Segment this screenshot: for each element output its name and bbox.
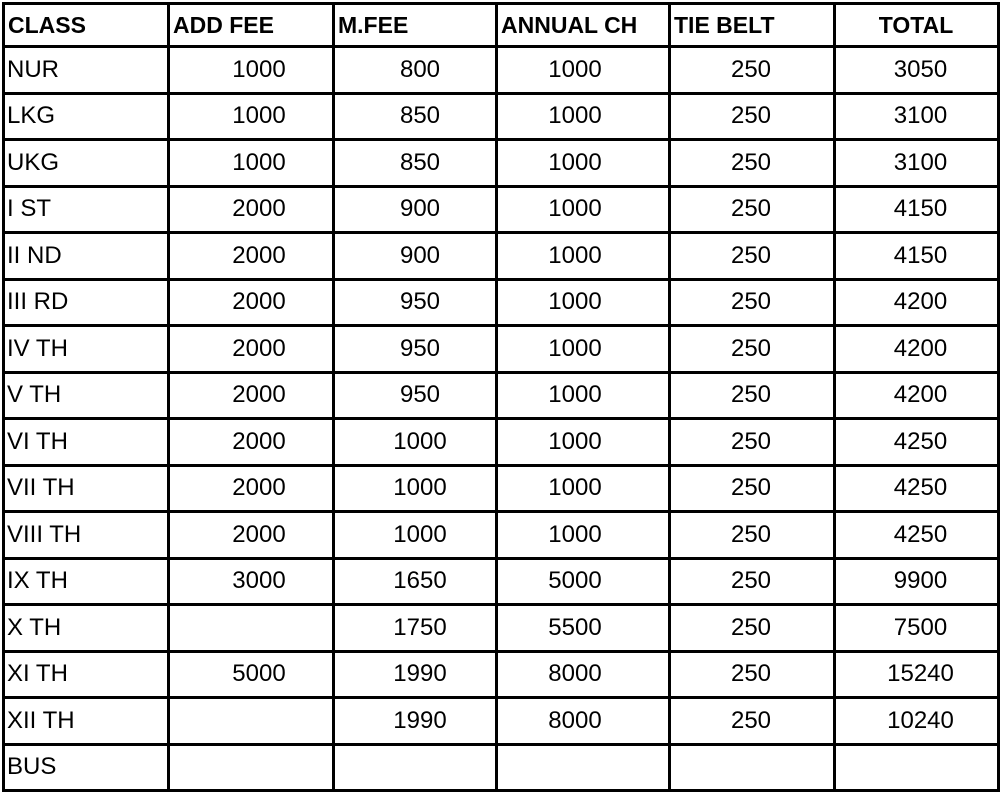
cell-class: XII TH: [4, 698, 169, 745]
cell-tie-belt: 250: [670, 326, 835, 373]
cell-m-fee: 950: [334, 279, 497, 326]
cell-m-fee: 1650: [334, 558, 497, 605]
cell-annual-ch: 8000: [497, 698, 670, 745]
cell-tie-belt: 250: [670, 419, 835, 466]
cell-annual-ch: [497, 744, 670, 791]
cell-m-fee: 850: [334, 140, 497, 187]
cell-annual-ch: 5000: [497, 558, 670, 605]
cell-total: 4250: [835, 419, 999, 466]
cell-annual-ch: 1000: [497, 372, 670, 419]
table-row: [4, 558, 999, 605]
cell-tie-belt: 250: [670, 512, 835, 559]
cell-annual-ch: 1000: [497, 140, 670, 187]
cell-annual-ch: 1000: [497, 465, 670, 512]
cell-tie-belt: 250: [670, 233, 835, 280]
cell-tie-belt: 250: [670, 93, 835, 140]
cell-m-fee: 1750: [334, 605, 497, 652]
cell-add-fee: 2000: [169, 326, 334, 373]
cell-total: 4200: [835, 372, 999, 419]
cell-m-fee: 1000: [334, 512, 497, 559]
cell-annual-ch: 1000: [497, 279, 670, 326]
cell-add-fee: 2000: [169, 512, 334, 559]
cell-class: NUR: [4, 47, 169, 94]
table-row: [4, 140, 999, 187]
cell-class: I ST: [4, 186, 169, 233]
fee-table: [2, 2, 1000, 792]
cell-m-fee: 800: [334, 47, 497, 94]
cell-annual-ch: 5500: [497, 605, 670, 652]
cell-add-fee: 1000: [169, 47, 334, 94]
cell-class: VII TH: [4, 465, 169, 512]
cell-tie-belt: 250: [670, 372, 835, 419]
cell-m-fee: 900: [334, 233, 497, 280]
cell-add-fee: 5000: [169, 651, 334, 698]
cell-class: IV TH: [4, 326, 169, 373]
cell-total: [835, 744, 999, 791]
table-header-row: [4, 4, 999, 47]
table-row: [4, 279, 999, 326]
cell-add-fee: [169, 605, 334, 652]
cell-add-fee: 2000: [169, 279, 334, 326]
cell-class: BUS: [4, 744, 169, 791]
header-m-fee: M.FEE: [334, 4, 497, 47]
cell-tie-belt: 250: [670, 698, 835, 745]
cell-m-fee: 950: [334, 372, 497, 419]
cell-add-fee: 1000: [169, 140, 334, 187]
cell-total: 7500: [835, 605, 999, 652]
cell-m-fee: 1000: [334, 419, 497, 466]
cell-m-fee: 950: [334, 326, 497, 373]
cell-class: IX TH: [4, 558, 169, 605]
cell-m-fee: 850: [334, 93, 497, 140]
cell-add-fee: 1000: [169, 93, 334, 140]
cell-total: 4250: [835, 465, 999, 512]
cell-class: X TH: [4, 605, 169, 652]
cell-tie-belt: 250: [670, 465, 835, 512]
table-row: [4, 512, 999, 559]
table-row: [4, 93, 999, 140]
cell-total: 4150: [835, 233, 999, 280]
table-body: [4, 47, 999, 791]
cell-total: 3050: [835, 47, 999, 94]
table-row: [4, 605, 999, 652]
cell-annual-ch: 1000: [497, 326, 670, 373]
cell-total: 4150: [835, 186, 999, 233]
fee-table-container: [2, 2, 997, 792]
cell-total: 4200: [835, 326, 999, 373]
cell-total: 10240: [835, 698, 999, 745]
cell-tie-belt: 250: [670, 140, 835, 187]
table-row: [4, 372, 999, 419]
cell-add-fee: 2000: [169, 372, 334, 419]
cell-tie-belt: 250: [670, 47, 835, 94]
cell-class: V TH: [4, 372, 169, 419]
cell-tie-belt: 250: [670, 558, 835, 605]
header-tie-belt: TIE BELT: [670, 4, 835, 47]
cell-add-fee: 2000: [169, 233, 334, 280]
table-row: [4, 326, 999, 373]
cell-tie-belt: 250: [670, 651, 835, 698]
cell-m-fee: 900: [334, 186, 497, 233]
header-class: CLASS: [4, 4, 169, 47]
cell-tie-belt: 250: [670, 279, 835, 326]
table-row: [4, 47, 999, 94]
cell-class: III RD: [4, 279, 169, 326]
cell-add-fee: 3000: [169, 558, 334, 605]
table-row: [4, 651, 999, 698]
cell-total: 9900: [835, 558, 999, 605]
cell-class: VI TH: [4, 419, 169, 466]
cell-add-fee: [169, 744, 334, 791]
cell-total: 15240: [835, 651, 999, 698]
cell-total: 3100: [835, 140, 999, 187]
table-row: [4, 744, 999, 791]
cell-annual-ch: 1000: [497, 512, 670, 559]
cell-class: II ND: [4, 233, 169, 280]
cell-add-fee: 2000: [169, 465, 334, 512]
cell-annual-ch: 8000: [497, 651, 670, 698]
header-annual-ch: ANNUAL CH: [497, 4, 670, 47]
cell-annual-ch: 1000: [497, 186, 670, 233]
cell-m-fee: [334, 744, 497, 791]
cell-total: 4250: [835, 512, 999, 559]
cell-add-fee: [169, 698, 334, 745]
cell-total: 4200: [835, 279, 999, 326]
cell-m-fee: 1990: [334, 698, 497, 745]
cell-add-fee: 2000: [169, 419, 334, 466]
table-row: [4, 233, 999, 280]
cell-m-fee: 1000: [334, 465, 497, 512]
table-row: [4, 186, 999, 233]
cell-add-fee: 2000: [169, 186, 334, 233]
cell-class: XI TH: [4, 651, 169, 698]
cell-tie-belt: [670, 744, 835, 791]
header-add-fee: ADD FEE: [169, 4, 334, 47]
cell-tie-belt: 250: [670, 186, 835, 233]
table-row: [4, 419, 999, 466]
cell-class: VIII TH: [4, 512, 169, 559]
cell-annual-ch: 1000: [497, 47, 670, 94]
cell-annual-ch: 1000: [497, 419, 670, 466]
table-row: [4, 698, 999, 745]
cell-m-fee: 1990: [334, 651, 497, 698]
cell-annual-ch: 1000: [497, 93, 670, 140]
cell-class: UKG: [4, 140, 169, 187]
cell-class: LKG: [4, 93, 169, 140]
cell-total: 3100: [835, 93, 999, 140]
header-total: TOTAL: [835, 4, 999, 47]
cell-annual-ch: 1000: [497, 233, 670, 280]
cell-tie-belt: 250: [670, 605, 835, 652]
table-row: [4, 465, 999, 512]
